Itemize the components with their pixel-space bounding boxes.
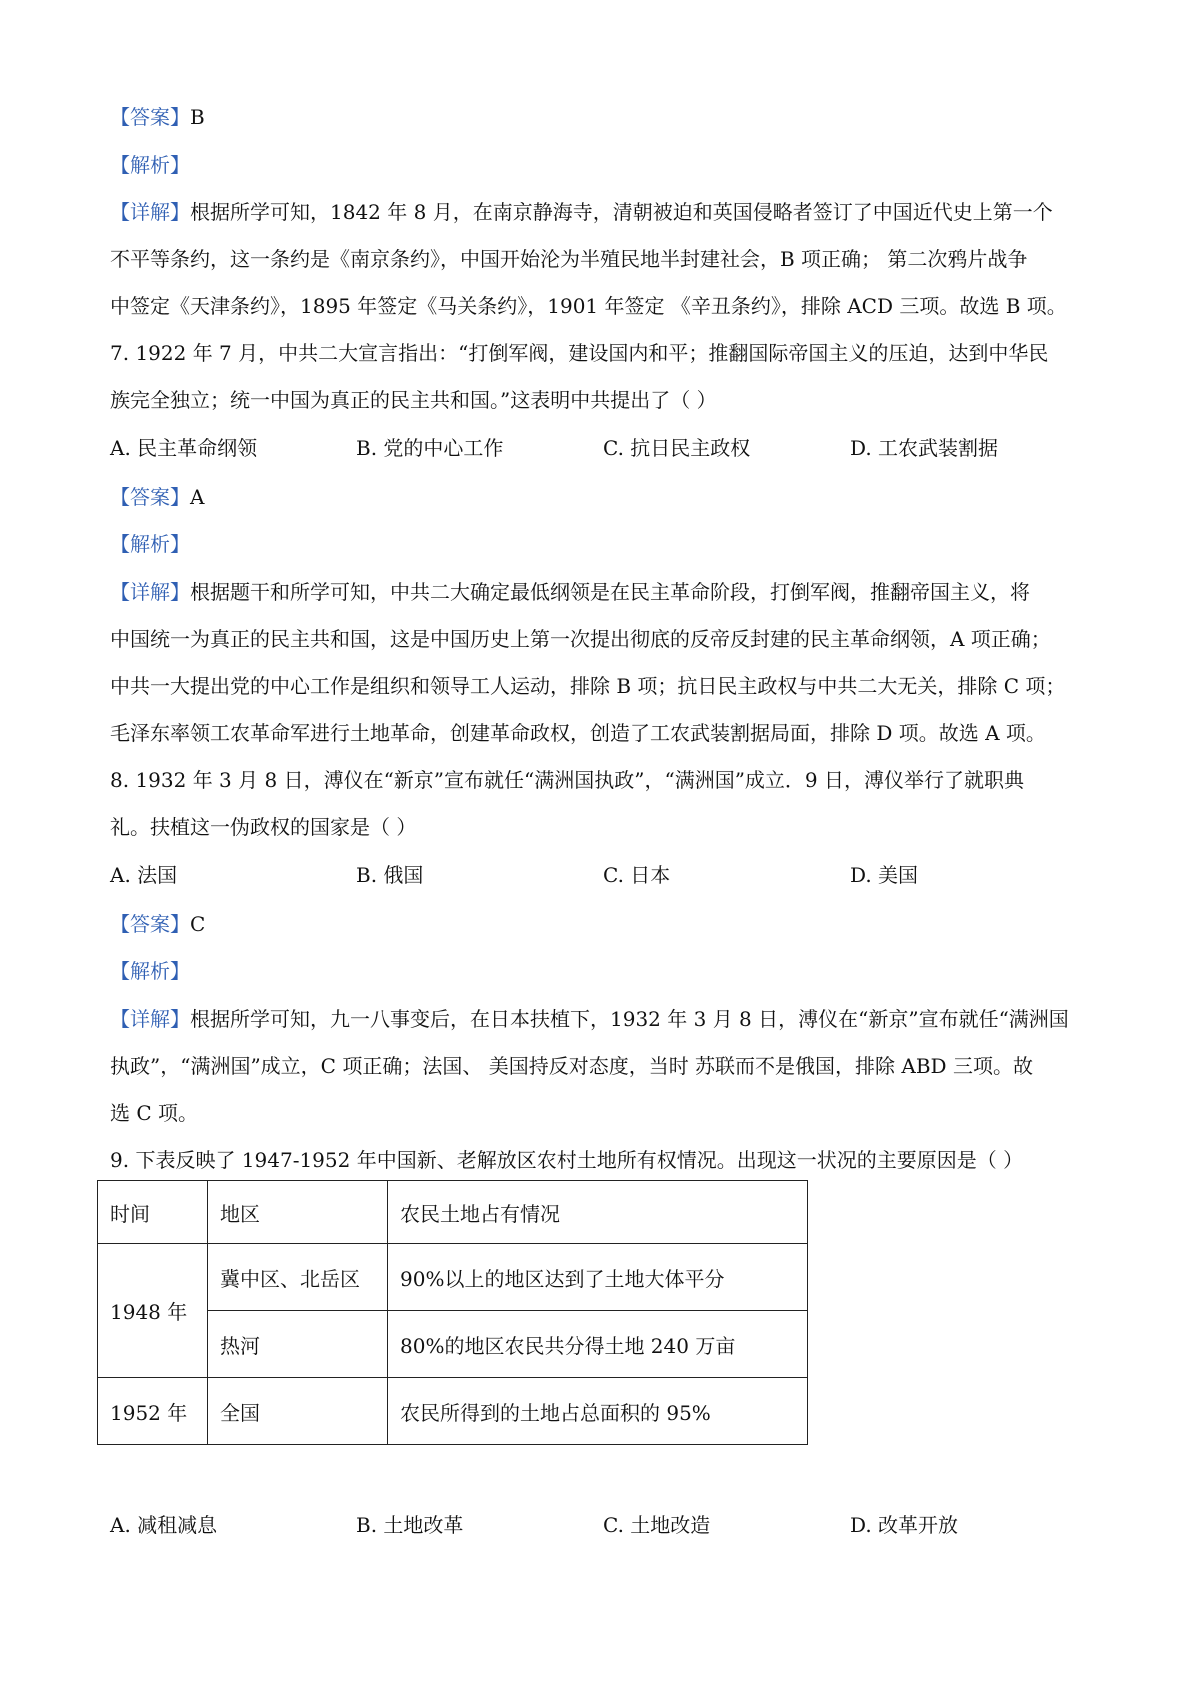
q8-option-a: A. 法国 <box>110 863 178 887</box>
table-row <box>98 1244 808 1311</box>
table-header-cell: 地区 <box>208 1181 388 1244</box>
table-cell-situation: 90%以上的地区达到了土地大体平分 <box>388 1244 808 1311</box>
q6-detail-line-2: 不平等条约，这一条约是《南京条约》，中国开始沦为半殖民地半封建社会，B 项正确； 第二次鸦片战争 <box>110 247 1028 271</box>
detail-tag: 【详解】 <box>110 200 190 224</box>
table-cell-situation: 80%的地区农民共分得土地 240 万亩 <box>388 1311 808 1378</box>
table-row <box>98 1378 808 1445</box>
q7-answer: 【答案】A <box>110 485 205 509</box>
table-header-cell: 农民土地占有情况 <box>388 1181 808 1244</box>
answer-value: B <box>190 105 205 129</box>
q8-answer: 【答案】C <box>110 912 206 936</box>
q7-detail-line-4: 毛泽东率领工农革命军进行土地革命，创建革命政权，创造了工农武装割据局面，排除 D 项。故选 A 项。 <box>110 721 1046 745</box>
q7-detail-line-2: 中国统一为真正的民主共和国，这是中国历史上第一次提出彻底的反帝反封建的民主革命纲领，A 项正确； <box>110 627 1051 651</box>
q7-option-c: C. 抗日民主政权 <box>603 436 751 460</box>
q7-option-a: A. 民主革命纲领 <box>110 436 258 460</box>
table-cell-region: 全国 <box>208 1378 388 1445</box>
q9-option-a: A. 减租减息 <box>110 1513 218 1537</box>
q7-analysis-tag: 【解析】 <box>110 532 190 556</box>
q9-stem: 9. 下表反映了 1947-1952 年中国新、老解放区农村土地所有权情况。出现这一状况的主要原因是（ ） <box>110 1148 1024 1172</box>
table-cell-region: 冀中区、北岳区 <box>208 1244 388 1311</box>
q8-detail-line-2: 执政”，“满洲国”成立，C 项正确；法国、 美国持反对态度，当时 苏联而不是俄国，排除 ABD 三项。故 <box>110 1054 1033 1078</box>
q8-option-c: C. 日本 <box>603 863 671 887</box>
table-cell-region: 热河 <box>208 1311 388 1378</box>
q7-stem-line-2: 族完全独立；统一中国为真正的民主共和国。”这表明中共提出了（ ） <box>110 388 717 412</box>
table-cell-year: 1948 年 <box>98 1244 208 1378</box>
q8-analysis-tag: 【解析】 <box>110 959 190 983</box>
q8-stem-line-1: 8. 1932 年 3 月 8 日，溥仪在“新京”宣布就任“满洲国执政”，“满洲国”成立．9 日，溥仪举行了就职典 <box>110 768 1025 792</box>
q6-detail-line-3: 中签定《天津条约》，1895 年签定《马关条约》，1901 年签定 《辛丑条约》，排除 ACD 三项。故选 B 项。 <box>110 294 1067 318</box>
q7-option-d: D. 工农武装割据 <box>850 436 999 460</box>
q6-analysis-tag: 【解析】 <box>110 153 190 177</box>
q9-option-d: D. 改革开放 <box>850 1513 959 1537</box>
table-header-cell: 时间 <box>98 1181 208 1244</box>
q8-stem-line-2: 礼。扶植这一伪政权的国家是（ ） <box>110 815 417 839</box>
q7-detail-line-1: 【详解】根据题干和所学可知，中共二大确定最低纲领是在民主革命阶段，打倒军阀，推翻帝国主义，将 <box>110 580 1030 604</box>
q8-option-d: D. 美国 <box>850 863 919 887</box>
q7-stem-line-1: 7. 1922 年 7 月，中共二大宣言指出：“打倒军阀，建设国内和平；推翻国际帝国主义的压迫，达到中华民 <box>110 341 1049 365</box>
q7-detail-line-3: 中共一大提出党的中心工作是组织和领导工人运动，排除 B 项；抗日民主政权与中共二大无关，排除 C 项； <box>110 674 1066 698</box>
table-cell-year: 1952 年 <box>98 1378 208 1445</box>
q8-detail-line-1: 【详解】根据所学可知，九一八事变后，在日本扶植下，1932 年 3 月 8 日，溥仪在“新京”宣布就任“满洲国 <box>110 1007 1069 1031</box>
answer-tag: 【答案】 <box>110 105 190 129</box>
q6-answer <box>110 103 1100 131</box>
land-ownership-table <box>97 1180 808 1445</box>
q9-option-c: C. 土地改造 <box>603 1513 711 1537</box>
q7-option-b: B. 党的中心工作 <box>356 436 504 460</box>
q6-detail-line-1: 【详解】根据所学可知，1842 年 8 月，在南京静海寺，清朝被迫和英国侵略者签订了中国近代史上第一个 <box>110 200 1053 224</box>
table-cell-situation: 农民所得到的土地占总面积的 95% <box>388 1378 808 1445</box>
q9-option-b: B. 土地改革 <box>356 1513 464 1537</box>
q8-detail-line-3: 选 C 项。 <box>110 1101 199 1125</box>
q8-option-b: B. 俄国 <box>356 863 424 887</box>
table-header-row <box>98 1181 808 1244</box>
